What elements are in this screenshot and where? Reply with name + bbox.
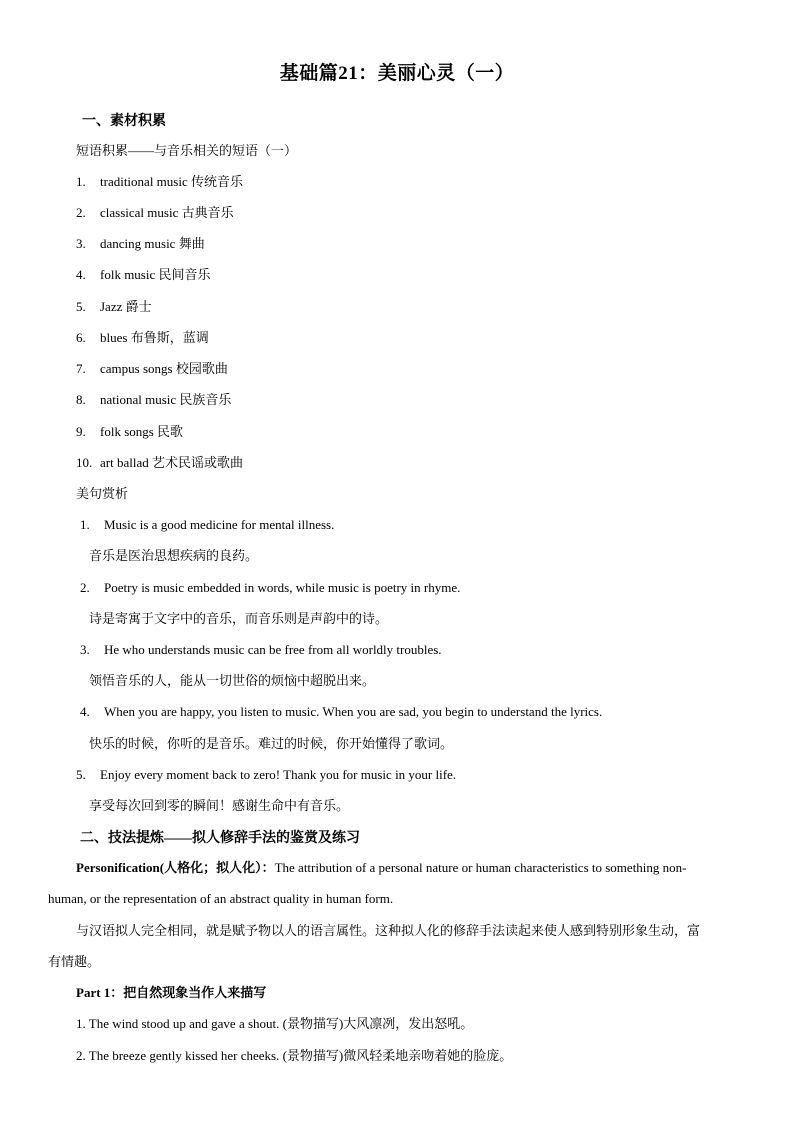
item-text: blues 布鲁斯，蓝调 xyxy=(100,330,209,345)
sentence-en xyxy=(80,516,334,534)
section1-heading: 一、素材积累 xyxy=(82,114,166,129)
sentence-zh: 领悟音乐的人，能从一切世俗的烦恼中超脱出来。 xyxy=(89,673,376,688)
item-number: 5. xyxy=(76,299,86,314)
item-number: 2. xyxy=(76,205,86,220)
sentence-zh: 享受每次回到零的瞬间！感谢生命中有音乐。 xyxy=(89,798,350,813)
item-number: 7. xyxy=(76,361,86,376)
sentence-zh: 诗是寄寓于文字中的音乐，而音乐则是声韵中的诗。 xyxy=(89,611,389,626)
item-number: 1. xyxy=(80,517,90,532)
page-title: 基础篇21：美丽心灵（一） xyxy=(279,63,515,84)
item-number: 1. xyxy=(76,174,86,189)
item-text: Poetry is music embedded in words, while music is poetry in rhyme. xyxy=(104,580,461,595)
item-text: He who understands music can be free from all worldly troubles. xyxy=(104,642,442,657)
sentence-en xyxy=(80,703,602,721)
list-item xyxy=(76,329,209,347)
list-item xyxy=(76,298,152,316)
item-number: 4. xyxy=(76,267,86,282)
item-text: Music is a good medicine for mental illness. xyxy=(104,517,335,532)
sentence-zh: 音乐是医治思想疾病的良药。 xyxy=(89,548,259,563)
list-item xyxy=(76,360,228,378)
sentence-en xyxy=(80,579,460,597)
sentence-en xyxy=(76,766,456,784)
item-number: 3. xyxy=(76,236,86,251)
definition-line: human, or the representation of an abstract quality in human form. xyxy=(48,891,394,906)
item-number: 3. xyxy=(80,642,90,657)
item-text: traditional music 传统音乐 xyxy=(100,174,243,189)
list-item xyxy=(76,391,231,409)
item-number: 6. xyxy=(76,330,86,345)
item-text: classical music 古典音乐 xyxy=(100,205,234,220)
list-item xyxy=(76,235,205,253)
item-text: national music 民族音乐 xyxy=(100,392,232,407)
sentences-heading: 美句赏析 xyxy=(76,486,129,501)
sentence-en xyxy=(80,641,442,659)
item-number: 5. xyxy=(76,767,86,782)
item-number: 2. xyxy=(80,580,90,595)
item-number: 4. xyxy=(80,704,90,719)
sentence-zh: 快乐的时候，你听的是音乐。难过的时候，你开始懂得了歌词。 xyxy=(89,736,454,751)
list-item xyxy=(76,454,243,472)
item-number: 9. xyxy=(76,424,86,439)
list-item xyxy=(76,423,183,441)
definition-line xyxy=(76,859,687,877)
item-text: art ballad 艺术民谣或歌曲 xyxy=(100,455,243,470)
section2-heading: 二、技法提炼——拟人修辞手法的鉴赏及练习 xyxy=(80,831,360,846)
item-text: When you are happy, you listen to music. When you are sad, you begin to understand the lyrics. xyxy=(104,704,603,719)
phrases-heading: 短语积累——与音乐相关的短语（一） xyxy=(76,143,298,158)
item-number: 10. xyxy=(76,455,93,470)
item-text: dancing music 舞曲 xyxy=(100,236,205,251)
item-text: folk songs 民歌 xyxy=(100,424,184,439)
item-text: Enjoy every moment back to zero! Thank you for music in your life. xyxy=(100,767,457,782)
item-text: folk music 民间音乐 xyxy=(100,267,211,282)
item-text: campus songs 校园歌曲 xyxy=(100,361,228,376)
item-text: Jazz 爵士 xyxy=(100,299,152,314)
explanation-line: 与汉语拟人完全相同，就是赋予物以人的语言属性。这种拟人化的修辞手法读起来使人感到特别形象生动，富 xyxy=(76,923,701,938)
definition-text: The attribution of a personal nature or human characteristics to something non- xyxy=(274,860,687,875)
example-line: 2. The breeze gently kissed her cheeks. (景物描写)微风轻柔地亲吻着她的脸庞。 xyxy=(76,1048,513,1063)
part1-heading: Part 1：把自然现象当作人来描写 xyxy=(76,985,267,1000)
list-item xyxy=(76,173,243,191)
definition-term: Personification(人格化；拟人化）： xyxy=(76,860,275,875)
explanation-line: 有情趣。 xyxy=(48,954,101,969)
list-item xyxy=(76,266,211,284)
example-line: 1. The wind stood up and gave a shout. (景物描写)大风凛冽，发出怒吼。 xyxy=(76,1016,474,1031)
item-number: 8. xyxy=(76,392,86,407)
list-item xyxy=(76,204,234,222)
